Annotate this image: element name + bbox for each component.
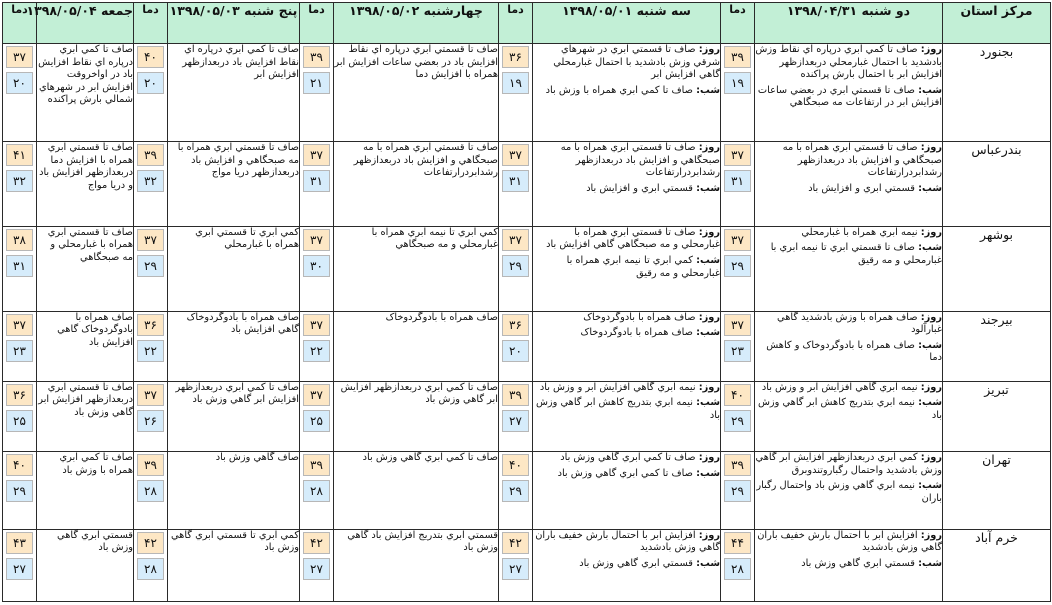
temperature-cell [3, 452, 37, 530]
header-day-0: دو شنبه ۱۳۹۸/۰۴/۳۱ [755, 3, 943, 44]
header-temp-1: دما [499, 3, 533, 44]
day-label: روز: [698, 529, 720, 541]
day-text: افزايش ابر با احتمال بارش خفيف باران گاهي وزش بادشديد [535, 529, 720, 554]
min-temp: ۱۹ [502, 72, 529, 94]
forecast-text: صاف همراه با بادوگردوخاک [385, 311, 498, 323]
forecast-text: صاف همراه با بادوگردوخاک گاهي افزايش باد [57, 311, 133, 348]
forecast-text: صاف تا کمي ابري دربعدازظهر افزايش ابر گاهي وزش باد [340, 381, 498, 406]
day-forecast [533, 530, 720, 555]
night-text: قسمتي ابري و افزايش باد [586, 182, 693, 194]
night-forecast [755, 85, 942, 110]
day-label: روز: [920, 226, 942, 238]
max-temp: ۳۹ [724, 46, 751, 68]
max-temp: ۳۷ [303, 384, 330, 406]
forecast-cell [168, 452, 300, 530]
day-label: روز: [698, 452, 720, 464]
temperature-cell [721, 226, 755, 311]
min-temp: ۲۰ [502, 340, 529, 362]
night-forecast [755, 242, 942, 267]
min-temp: ۳۲ [137, 170, 164, 192]
night-label: شب: [696, 557, 720, 569]
header-temp-0: دما [721, 3, 755, 44]
forecast-cell [533, 452, 721, 530]
day-forecast [755, 227, 942, 240]
night-text: صاف تا کمي ابري گاهي وزش باد [557, 467, 693, 479]
day-forecast [755, 452, 942, 477]
night-label: شب: [918, 480, 942, 492]
temperature-cell [134, 311, 168, 381]
temperature-cell [3, 311, 37, 381]
min-temp: ۲۳ [6, 340, 33, 362]
forecast-cell [37, 311, 134, 381]
header-temp-2: دما [300, 3, 334, 44]
forecast-text: صاف تا کمي ابري همراه با وزش باد [59, 452, 133, 476]
max-temp: ۴۳ [6, 532, 33, 554]
province-cell: تبريز [943, 381, 1051, 451]
forecast-text: کمي ابري تا قسمتي ابري گاهي وزش باد [170, 529, 299, 554]
day-forecast [533, 227, 720, 252]
header-row [3, 3, 1051, 44]
province-cell: بيرجند [943, 311, 1051, 381]
max-temp: ۳۷ [724, 144, 751, 166]
night-text: صاف تا قسمتي ابري تا نيمه ابري با غبارمحلي و مه رقيق [770, 242, 942, 267]
night-label: شب: [696, 84, 720, 96]
temperature-cell [134, 142, 168, 227]
max-temp: ۳۹ [724, 454, 751, 476]
night-text: کمي ابري تا نيمه ابري همراه با غبارمحلي و مه رقيق [566, 255, 720, 279]
day-label: روز: [698, 226, 720, 238]
table-row [3, 381, 1051, 451]
table-header [3, 3, 1051, 44]
forecast-cell [37, 452, 134, 530]
header-day-3: پنج شنبه ۱۳۹۸/۰۵/۰۳ [168, 3, 300, 44]
day-text: نيمه ابري گاهي افزايش ابر و وزش باد [539, 381, 696, 393]
forecast-cell [334, 452, 499, 530]
day-text: صاف تا کمي ابري گاهي وزش باد [560, 452, 696, 464]
forecast-text: قسمتي ابري بتدريج افزايش باد گاهي وزش باد [347, 529, 498, 554]
max-temp: ۳۷ [6, 46, 33, 68]
min-temp: ۲۹ [724, 410, 751, 432]
max-temp: ۳۷ [724, 314, 751, 336]
forecast-text: صاف تا قسمتي ابري همراه با مه صبحگاهي و افزايش باد دربعدازظهر دريا مواج [177, 142, 299, 179]
day-label: روز: [698, 44, 720, 55]
day-text: کمي ابري دربعدازظهر افزايش ابر گاهي وزش بادشديد واحتمال رگباروتندوبرق [755, 452, 942, 476]
forecast-text: صاف گاهي وزش باد [215, 452, 299, 464]
header-province: مرکز استان [943, 3, 1051, 44]
temperature-cell [499, 44, 533, 142]
max-temp: ۳۹ [303, 454, 330, 476]
min-temp: ۲۰ [137, 72, 164, 94]
night-forecast [755, 558, 942, 571]
temperature-cell [721, 142, 755, 227]
forecast-text: صاف تا کمي ابري درپاره اي نقاط افزايش باد دربعدازظهر افزايش ابر [182, 44, 299, 81]
max-temp: ۴۰ [724, 384, 751, 406]
night-forecast [533, 183, 720, 196]
max-temp: ۳۶ [137, 314, 164, 336]
night-text: قسمتي ابري گاهي وزش باد [579, 557, 693, 569]
temperature-cell [3, 529, 37, 601]
forecast-cell [334, 529, 499, 601]
temperature-cell [499, 452, 533, 530]
min-temp: ۲۹ [724, 255, 751, 277]
max-temp: ۴۰ [502, 454, 529, 476]
min-temp: ۲۰ [6, 72, 33, 94]
header-temp-3: دما [134, 3, 168, 44]
night-label: شب: [696, 182, 720, 194]
min-temp: ۲۵ [303, 410, 330, 432]
night-forecast [755, 480, 942, 505]
forecast-cell [533, 311, 721, 381]
header-day-1: سه شنبه ۱۳۹۸/۰۵/۰۱ [533, 3, 721, 44]
night-forecast [533, 558, 720, 571]
day-text: صاف همراه با بادوگردوخاک [583, 311, 696, 323]
max-temp: ۳۷ [502, 229, 529, 251]
day-label: روز: [920, 381, 942, 393]
max-temp: ۴۰ [137, 46, 164, 68]
temperature-cell [721, 44, 755, 142]
temperature-cell [134, 452, 168, 530]
forecast-cell [37, 529, 134, 601]
day-forecast [755, 142, 942, 180]
day-text: نيمه ابري گاهي افزايش ابر و وزش باد [761, 381, 918, 393]
day-forecast [755, 44, 942, 82]
forecast-cell [168, 226, 300, 311]
day-forecast [755, 312, 942, 337]
temperature-cell [300, 529, 334, 601]
day-text: صاف تا قسمتي ابري در شهرهاي شرقي وزش بادشديد با احتمال غبارمحلي گاهي افزايش ابر [553, 44, 720, 81]
forecast-cell [37, 226, 134, 311]
forecast-cell [334, 311, 499, 381]
day-label: روز: [698, 381, 720, 393]
max-temp: ۳۹ [137, 454, 164, 476]
temperature-cell [499, 142, 533, 227]
temperature-cell [499, 381, 533, 451]
forecast-text: صاف تا کمي ابري درپاره اي نقاط افزايش باد در اواخروقت افزايش ابر در شهرهاي شمالي بارش پراکنده [38, 44, 133, 106]
max-temp: ۳۷ [724, 229, 751, 251]
max-temp: ۴۱ [6, 144, 33, 166]
day-text: صاف همراه با وزش بادشديد گاهي غبارآلود [777, 311, 942, 336]
forecast-text: قسمتي ابري گاهي وزش باد [57, 529, 133, 554]
max-temp: ۴۰ [6, 454, 33, 476]
night-label: شب: [918, 557, 942, 569]
min-temp: ۲۹ [137, 255, 164, 277]
min-temp: ۲۸ [137, 480, 164, 502]
max-temp: ۳۷ [6, 314, 33, 336]
night-text: صاف همراه با بادوگردوخاک و کاهش دما [766, 339, 942, 364]
max-temp: ۴۲ [502, 532, 529, 554]
min-temp: ۲۸ [303, 480, 330, 502]
header-temp-4: دما [3, 3, 37, 44]
forecast-cell [533, 381, 721, 451]
night-forecast [533, 468, 720, 481]
night-text: نيمه ابري گاهي وزش باد واحتمال رگبار باران [756, 480, 942, 504]
night-text: نيمه ابري بتدريج کاهش ابر گاهي وزش باد [535, 397, 720, 422]
day-text: نيمه ابري همراه با غبارمحلي [801, 226, 918, 238]
min-temp: ۳۰ [303, 255, 330, 277]
min-temp: ۲۲ [303, 340, 330, 362]
night-text: قسمتي ابري و افزايش باد [808, 182, 915, 194]
night-forecast [533, 327, 720, 340]
forecast-cell [755, 142, 943, 227]
temperature-cell [499, 311, 533, 381]
night-forecast [533, 255, 720, 280]
forecast-cell [168, 44, 300, 142]
day-text: صاف تا قسمتي ابري همراه با مه صبحگاهي و افزايش باد دربعدازظهر رشدابردرارتفاعات [782, 142, 942, 179]
min-temp: ۲۹ [6, 480, 33, 502]
max-temp: ۳۹ [137, 144, 164, 166]
night-label: شب: [696, 397, 720, 409]
forecast-table [2, 2, 1051, 602]
forecast-text: صاف تا قسمتي ابري دربعدازظهر افزايش ابر گاهي وزش باد [38, 381, 133, 419]
min-temp: ۳۱ [724, 170, 751, 192]
max-temp: ۴۴ [724, 532, 751, 554]
night-text: صاف تا کمي ابري همراه با وزش باد [545, 84, 693, 96]
table-row [3, 226, 1051, 311]
night-label: شب: [918, 339, 942, 351]
forecast-cell [37, 381, 134, 451]
forecast-cell [334, 44, 499, 142]
forecast-cell [334, 226, 499, 311]
min-temp: ۲۶ [137, 410, 164, 432]
max-temp: ۳۸ [6, 229, 33, 251]
min-temp: ۲۷ [502, 410, 529, 432]
forecast-text: صاف تا قسمتي ابري همراه با افزايش دما دربعدازظهر افزايش باد و دريا مواج [39, 142, 133, 191]
forecast-cell [533, 44, 721, 142]
min-temp: ۲۵ [6, 410, 33, 432]
night-forecast [533, 397, 720, 422]
forecast-cell [533, 226, 721, 311]
day-forecast [755, 382, 942, 395]
min-temp: ۲۷ [6, 558, 33, 580]
min-temp: ۳۱ [303, 170, 330, 192]
forecast-text: صاف تا قسمتي ابري همراه با مه صبحگاهي و افزايش باد دربعدازظهر رشدابردرارتفاعات [353, 142, 498, 179]
max-temp: ۳۷ [137, 229, 164, 251]
max-temp: ۴۲ [137, 532, 164, 554]
forecast-text: صاف تا قسمتي ابري همراه با غبارمحلي و مه صبحگاهي [47, 226, 133, 264]
forecast-cell [755, 452, 943, 530]
forecast-cell [168, 311, 300, 381]
temperature-cell [300, 381, 334, 451]
max-temp: ۳۹ [502, 384, 529, 406]
night-forecast [755, 397, 942, 422]
max-temp: ۳۷ [137, 384, 164, 406]
forecast-cell [755, 529, 943, 601]
min-temp: ۲۱ [303, 72, 330, 94]
temperature-cell [499, 529, 533, 601]
forecast-cell [168, 142, 300, 227]
forecast-text: کمي ابري تا قسمتي ابري همراه با غبارمحلي [195, 226, 299, 251]
forecast-cell [168, 529, 300, 601]
night-label: شب: [918, 84, 942, 96]
min-temp: ۲۹ [502, 255, 529, 277]
temperature-cell [721, 311, 755, 381]
table-row [3, 311, 1051, 381]
temperature-cell [300, 142, 334, 227]
max-temp: ۳۷ [303, 314, 330, 336]
night-text: نيمه ابري بتدريج کاهش ابر گاهي وزش باد [757, 397, 942, 422]
forecast-cell [755, 226, 943, 311]
night-label: شب: [918, 397, 942, 409]
header-day-2: چهارشنبه ۱۳۹۸/۰۵/۰۲ [334, 3, 499, 44]
night-label: شب: [696, 327, 720, 339]
forecast-text: صاف تا کمي ابري گاهي وزش باد [362, 452, 498, 464]
table-row [3, 44, 1051, 142]
forecast-cell [755, 381, 943, 451]
forecast-text: صاف تا قسمتي ابري درپاره اي نقاط افزايش باد در بعضي ساعات افزايش ابر همراه با افزايش دما [334, 44, 498, 81]
day-forecast [533, 44, 720, 82]
forecast-text: صاف تا کمي ابري دربعدازظهر افزايش ابر گاهي وزش باد [175, 381, 299, 406]
temperature-cell [721, 452, 755, 530]
night-label: شب: [918, 242, 942, 254]
max-temp: ۳۷ [303, 144, 330, 166]
night-text: قسمتي ابري گاهي وزش باد [801, 557, 915, 569]
night-text: صاف همراه با بادوگردوخاک [580, 327, 693, 339]
temperature-cell [134, 226, 168, 311]
temperature-cell [300, 226, 334, 311]
province-cell: بجنورد [943, 44, 1051, 142]
night-text: صاف تا قسمتي ابري در بعضي ساعات افزايش ابر در ارتفاعات مه صبحگاهي [757, 84, 942, 109]
temperature-cell [300, 311, 334, 381]
day-label: روز: [920, 452, 942, 464]
table-body [3, 44, 1051, 602]
table-row [3, 529, 1051, 601]
min-temp: ۲۷ [502, 558, 529, 580]
temperature-cell [721, 381, 755, 451]
header-day-4: جمعه ۱۳۹۸/۰۵/۰۴ [37, 3, 134, 44]
max-temp: ۳۶ [6, 384, 33, 406]
min-temp: ۲۸ [724, 558, 751, 580]
min-temp: ۱۹ [724, 72, 751, 94]
forecast-cell [334, 142, 499, 227]
temperature-cell [134, 529, 168, 601]
max-temp: ۳۷ [303, 229, 330, 251]
temperature-cell [134, 381, 168, 451]
night-label: شب: [696, 467, 720, 479]
min-temp: ۲۹ [502, 480, 529, 502]
province-cell: خرم آباد [943, 529, 1051, 601]
forecast-text: صاف همراه با بادوگردوخاک گاهي افزايش باد [186, 311, 299, 336]
province-cell: تهران [943, 452, 1051, 530]
day-label: روز: [698, 142, 720, 154]
temperature-cell [499, 226, 533, 311]
day-forecast [533, 312, 720, 325]
min-temp: ۳۲ [6, 170, 33, 192]
day-forecast [755, 530, 942, 555]
day-text: صاف تا قسمتي ابري همراه با غبارمحلي و مه صبحگاهي گاهي افزايش باد [546, 226, 720, 251]
day-label: روز: [698, 311, 720, 323]
forecast-cell [37, 44, 134, 142]
min-temp: ۲۸ [137, 558, 164, 580]
day-label: روز: [920, 311, 942, 323]
forecast-cell [37, 142, 134, 227]
province-cell: بوشهر [943, 226, 1051, 311]
temperature-cell [3, 226, 37, 311]
day-label: روز: [920, 44, 942, 55]
table-row [3, 142, 1051, 227]
max-temp: ۳۶ [502, 314, 529, 336]
forecast-cell [755, 311, 943, 381]
night-forecast [755, 340, 942, 365]
max-temp: ۴۲ [303, 532, 330, 554]
min-temp: ۳۱ [6, 255, 33, 277]
night-forecast [533, 85, 720, 98]
day-forecast [533, 382, 720, 395]
max-temp: ۳۷ [502, 144, 529, 166]
day-label: روز: [920, 529, 942, 541]
day-text: افزايش ابر با احتمال بارش خفيف باران گاهي وزش بادشديد [757, 529, 942, 554]
day-forecast [533, 142, 720, 180]
forecast-cell [334, 381, 499, 451]
night-label: شب: [696, 255, 720, 267]
table-row [3, 452, 1051, 530]
day-label: روز: [920, 142, 942, 154]
min-temp: ۲۲ [137, 340, 164, 362]
forecast-cell [168, 381, 300, 451]
temperature-cell [300, 44, 334, 142]
day-text: صاف تا قسمتي ابري همراه با مه صبحگاهي و افزايش باد دربعدازظهر رشدابردرارتفاعات [560, 142, 720, 179]
max-temp: ۳۹ [303, 46, 330, 68]
forecast-cell [533, 142, 721, 227]
day-text: صاف تا کمي ابري درپاره اي نقاط وزش بادشديد با احتمال غبارمحلي دربعدازظهر افزايش ابر با احتمال بارش پراکنده [755, 44, 942, 81]
min-temp: ۲۳ [724, 340, 751, 362]
temperature-cell [134, 44, 168, 142]
max-temp: ۳۶ [502, 46, 529, 68]
temperature-cell [3, 381, 37, 451]
forecast-cell [533, 529, 721, 601]
temperature-cell [3, 142, 37, 227]
temperature-cell [300, 452, 334, 530]
temperature-cell [3, 44, 37, 142]
min-temp: ۲۷ [303, 558, 330, 580]
temperature-cell [721, 529, 755, 601]
forecast-text: کمي ابري تا نيمه ابري همراه با غبارمحلي و مه صبحگاهي [371, 226, 498, 251]
day-forecast [533, 452, 720, 465]
forecast-cell [755, 44, 943, 142]
night-label: شب: [918, 182, 942, 194]
min-temp: ۳۱ [502, 170, 529, 192]
night-forecast [755, 183, 942, 196]
min-temp: ۲۹ [724, 480, 751, 502]
province-cell: بندرعباس [943, 142, 1051, 227]
